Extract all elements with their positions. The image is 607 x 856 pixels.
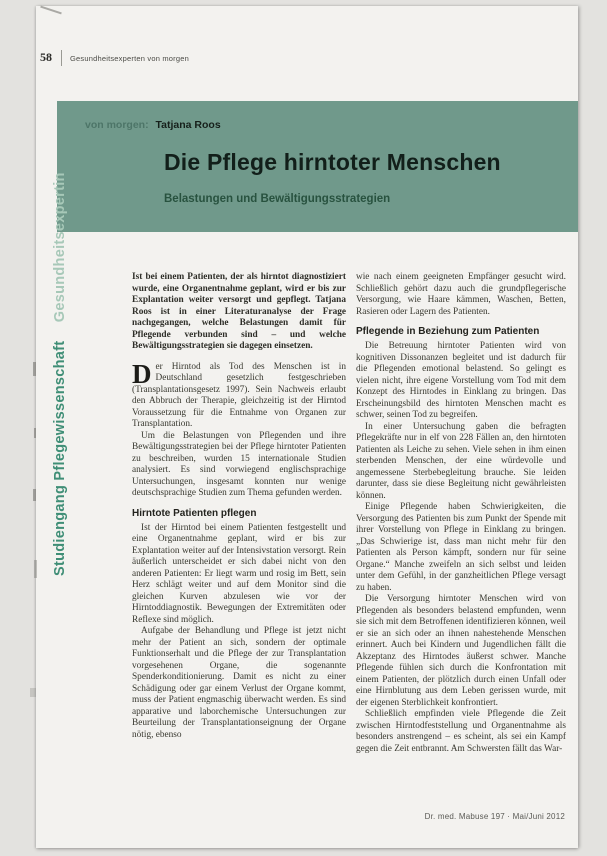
paragraph: Schließlich empfinden viele Pflegende die Zeit zwischen Hirntodfeststellung und Organentnahme als besonders anstrengend – es scheint, als sei ein Kampf gegen die Zeit entbrannt. Am Schwersten fällt das War- (356, 709, 566, 754)
page-header (40, 50, 340, 70)
title-band (57, 101, 578, 232)
article-subtitle: Belastungen und Bewältigungsstrategien (164, 193, 391, 205)
series-kicker (85, 119, 221, 131)
scan-artifact (34, 428, 36, 438)
paragraph: Die Betreuung hirntoter Patienten wird von kognitiven Dissonanzen begleitet und ist dadurch für die Pflegenden emotional belastend. So gelingt es vielen nicht, ihre eigene Vorstellung vom Tod mit dem Konzept des Hirntodes in Einklang zu bringen. Das Erscheinungsbild des hirntoten Menschen macht es schwer, seinen Tod zu begreifen. (356, 341, 566, 420)
paragraph: In einer Untersuchung gaben die befragten Pflegekräfte nur in elf von 228 Fällen an, den hirntoten Patienten als Leiche zu sehen. Viele sehen in ihm einen sterbenden Menschen, der eine würdevolle und angemessene Sterbebegleitung brauche. Sie leiden darunter, dass sie diese Begleitung nicht gewährleisten können. (356, 421, 566, 501)
paragraph (132, 358, 346, 431)
header-divider (61, 50, 62, 66)
sidebar-program-label: Studiengang Pflegewissenschaft (52, 340, 68, 576)
paragraph: Um die Belastungen von Pflegenden und ihre Bewältigungsstrategien bei der Pflege hirntoter Patienten zu beschreiben, wurden 15 internationale Studien analysiert. Es sind vorwiegend englischsprachige Untersuchungen, insgesamt konnten nur wenige deutschsprachige Studien zum Thema gefunden werden. (132, 430, 346, 498)
magazine-page (36, 6, 578, 848)
journal-footer: Dr. med. Mabuse 197 · Mai/Juni 2012 (424, 812, 565, 821)
scan-artifact (34, 560, 37, 578)
paragraph: Die Versorgung hirntoter Menschen wird von Pflegenden als besonders belastend empfunden, wenn sie sich mit dem Betroffenen identifizieren können, weil er sie an sich oder an ihnen nahestehende Menschen erinnert. Auch bei Kindern und Jugendlichen fällt die Akzeptanz des Hirntodes äußerst schwer. Manche Pflegende fühlen sich durch die Konfrontation mit einem Patienten, der plötzlich durch einen Unfall oder eine Hirnblutung aus dem Leben gerissen wurde, mit der eigenen Sterblichkeit konfrontiert. (356, 594, 566, 708)
paragraph: Einige Pflegende haben Schwierigkeiten, die Versorgung des Patienten bis zum Punkt der Spende mit ihrer Vorstellung von Pflege in Einklang zu bringen. „Das Schwierige ist, dass man nicht mehr für den Patienten als Person kämpft, sondern nur für seine Organe.“ Manche zweifeln an sich selbst und leiden unter dem Gefühl, in der ganzheitlichen Pflege versagt zu haben. (356, 502, 566, 593)
sidebar-role-label: Gesundheitsexpertin (52, 172, 68, 323)
intro-paragraph: Ist bei einem Patienten, der als hirntot diagnostiziert wurde, eine Organentnahme geplant, wird er bis zur Explantation weiter versorgt und gepflegt. Tatjana Roos ist in einer Literaturanalyse der Frage nachgegangen, welche Belastungen damit für Pflegende verbunden sind – und welche Bewältigungsstrategien sie dagegen einsetzen. (132, 272, 346, 351)
paragraph: Ist der Hirntod bei einem Patienten festgestellt und eine Organentnahme geplant, wird er bis zur Explantation weiter auf der Intensivstation versorgt. Rein äußerlich unterscheidet er sich dabei nicht von den anderen Patienten: Er liegt warm und rosig im Bett, sein Herz schlägt weiter und auf dem Monitor sind die gleichen Kurven abzulesen wie vor der Hirntoddiagnostik. Bewegungen der Extremitäten oder Reflexe sind möglich. (132, 522, 346, 625)
left-column (132, 272, 346, 741)
paragraph: Aufgabe der Behandlung und Pflege ist jetzt nicht mehr der Patient an sich, sondern der optimale Funktionserhalt und die Pflege der zur Transplantation vorgesehenen Organe, die sogenannte Spenderkonditionierung. Damit es nicht zu einer Schädigung oder gar einem Verlust der Organe kommt, muss der Patient engmaschig überwacht werden. Es sind apparative und laborchemische Untersuchungen zur Beurteilung der Transplantationseignung der Organe nötig, ebenso (132, 626, 346, 740)
scan-artifact (30, 688, 36, 697)
subheading-hirntote-patienten-pflegen: Hirntote Patienten pflegen (132, 507, 257, 519)
page-number: 58 (40, 50, 52, 64)
scan-artifact (33, 489, 36, 501)
paragraph: wie nach einem geeigneten Empfänger gesucht wird. Schließlich gehört dazu auch die grundpflegerische Versorgung, wie Haare kämmen, Waschen, Betten, Rasieren oder Lagern des Patienten. (356, 272, 566, 317)
kicker-prefix: von morgen: (85, 119, 149, 131)
vertical-sidebar (52, 106, 74, 576)
drop-cap: D (132, 358, 152, 389)
author-name: Tatjana Roos (155, 119, 221, 131)
subheading-pflegende-in-beziehung: Pflegende in Beziehung zum Patienten (356, 326, 540, 337)
article-title: Die Pflege hirntoter Menschen (164, 149, 501, 175)
scan-artifact (33, 362, 36, 376)
right-column (356, 272, 566, 755)
section-label: Gesundheitsexperten von morgen (70, 54, 189, 63)
paragraph-text: er Hirntod als Tod des Menschen ist in Deutschland gesetzlich festgeschrieben (Transplantationsgesetz 1997). Sein Nachweis erlaubt den Abbruch der Therapie, gleichzeitig ist der Hirntod Voraussetzung für die Entnahme von Organen zur Transplantation. (132, 361, 346, 429)
